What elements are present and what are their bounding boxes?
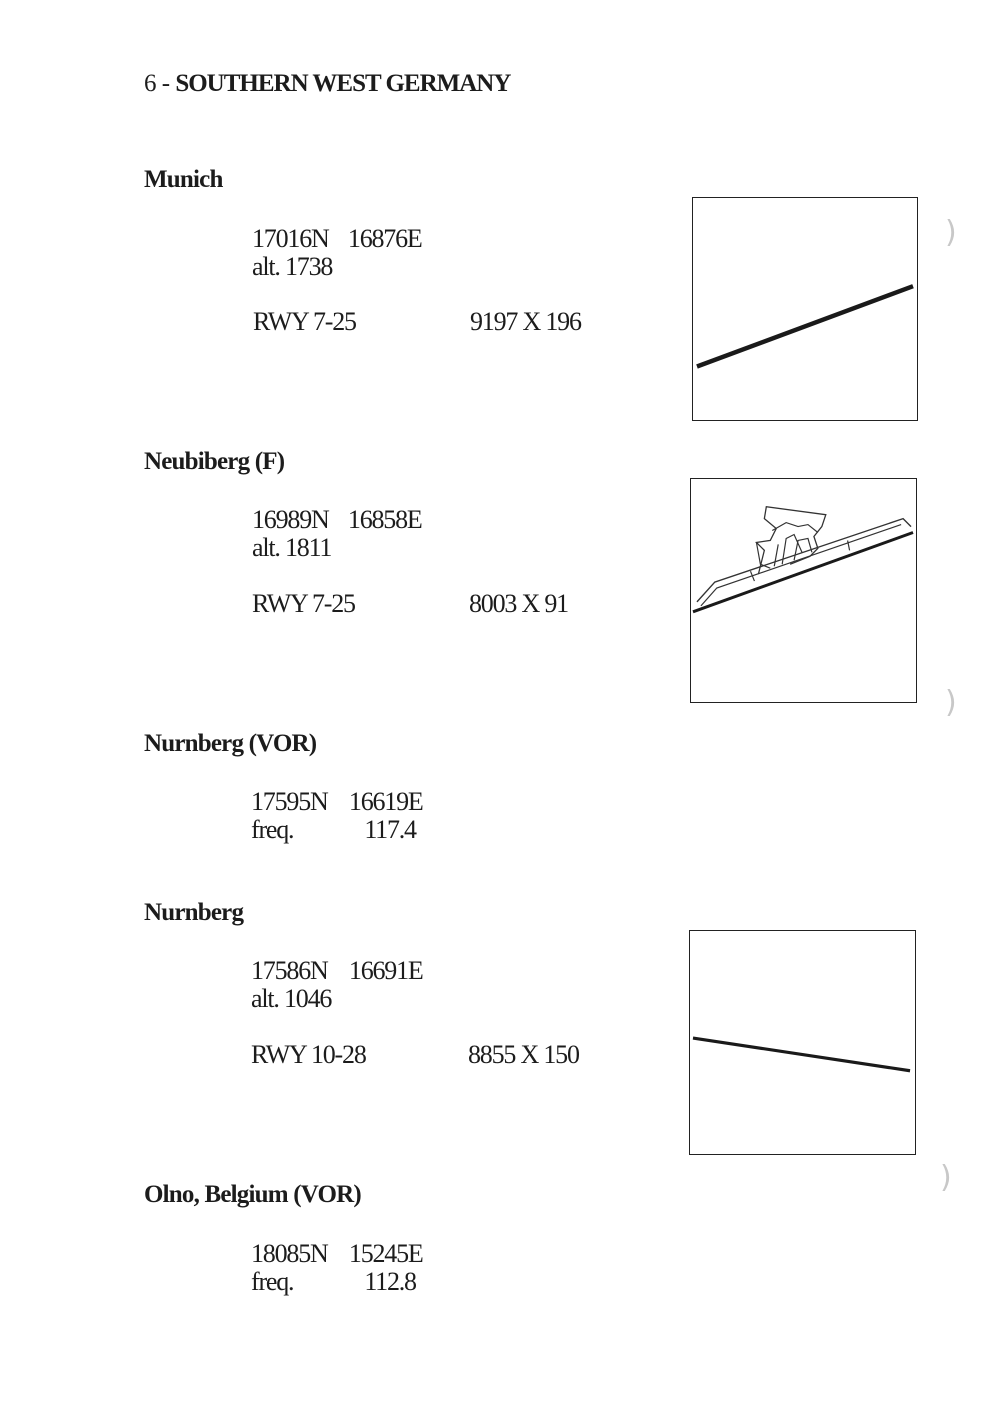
longitude: 16691E	[348, 956, 423, 985]
longitude: 15245E	[348, 1239, 423, 1268]
airfield-diagram	[692, 197, 918, 421]
coordinates	[252, 225, 422, 253]
entry-name: Munich	[144, 166, 223, 193]
altitude	[252, 253, 332, 281]
latitude: 17595N	[251, 787, 328, 816]
entry-name: Neubiberg (F)	[144, 448, 285, 475]
runway-strip	[693, 1038, 910, 1071]
altitude-label: alt.	[252, 533, 280, 562]
entry-name: Olno, Belgium (VOR)	[144, 1181, 361, 1208]
section-title: SOUTHERN WEST GERMANY	[175, 70, 511, 97]
frequency-label: freq.	[251, 1267, 294, 1296]
latitude: 18085N	[251, 1239, 328, 1268]
altitude-value: 1811	[285, 533, 332, 562]
frequency-label: freq.	[251, 815, 294, 844]
coordinates	[252, 506, 422, 534]
altitude-value: 1738	[285, 252, 333, 281]
coordinates	[251, 957, 423, 985]
runway-dimensions: 9197 X 196	[470, 307, 581, 336]
runway-dimensions: 8855 X 150	[468, 1040, 579, 1069]
altitude-label: alt.	[251, 984, 279, 1013]
page-title	[144, 70, 510, 98]
longitude: 16876E	[347, 224, 422, 253]
runway-sketch	[690, 931, 915, 1154]
airfield-diagram	[690, 478, 917, 703]
entry-name: Nurnberg (VOR)	[144, 730, 317, 757]
runway-strip	[693, 533, 913, 612]
binder-hole-mark: )	[945, 685, 957, 720]
altitude-label: alt.	[252, 252, 280, 281]
longitude: 16619E	[348, 787, 423, 816]
latitude: 16989N	[252, 505, 329, 534]
runway-designation: RWY 7-25	[253, 307, 356, 336]
airfield-diagram	[689, 930, 916, 1155]
altitude	[252, 534, 331, 562]
runway-sketch	[693, 198, 917, 420]
runway-dimensions: 8003 X 91	[469, 589, 568, 618]
frequency	[251, 1268, 416, 1296]
section-number: 6 -	[144, 70, 170, 97]
coordinates	[251, 788, 423, 816]
latitude: 17586N	[251, 956, 328, 985]
runway-sketch	[691, 479, 916, 702]
binder-hole-mark: )	[940, 1160, 952, 1195]
longitude: 16858E	[347, 505, 422, 534]
runway-designation: RWY 7-25	[252, 589, 355, 618]
frequency-value: 117.4	[364, 815, 416, 844]
frequency-value: 112.8	[364, 1267, 416, 1296]
runway-strip	[697, 286, 913, 366]
binder-hole-mark: )	[945, 215, 957, 250]
frequency	[251, 816, 416, 844]
altitude-value: 1046	[284, 984, 332, 1013]
latitude: 17016N	[252, 224, 329, 253]
altitude	[251, 985, 331, 1013]
runway-designation: RWY 10-28	[251, 1040, 366, 1069]
coordinates	[251, 1240, 423, 1268]
entry-name: Nurnberg	[144, 899, 244, 926]
